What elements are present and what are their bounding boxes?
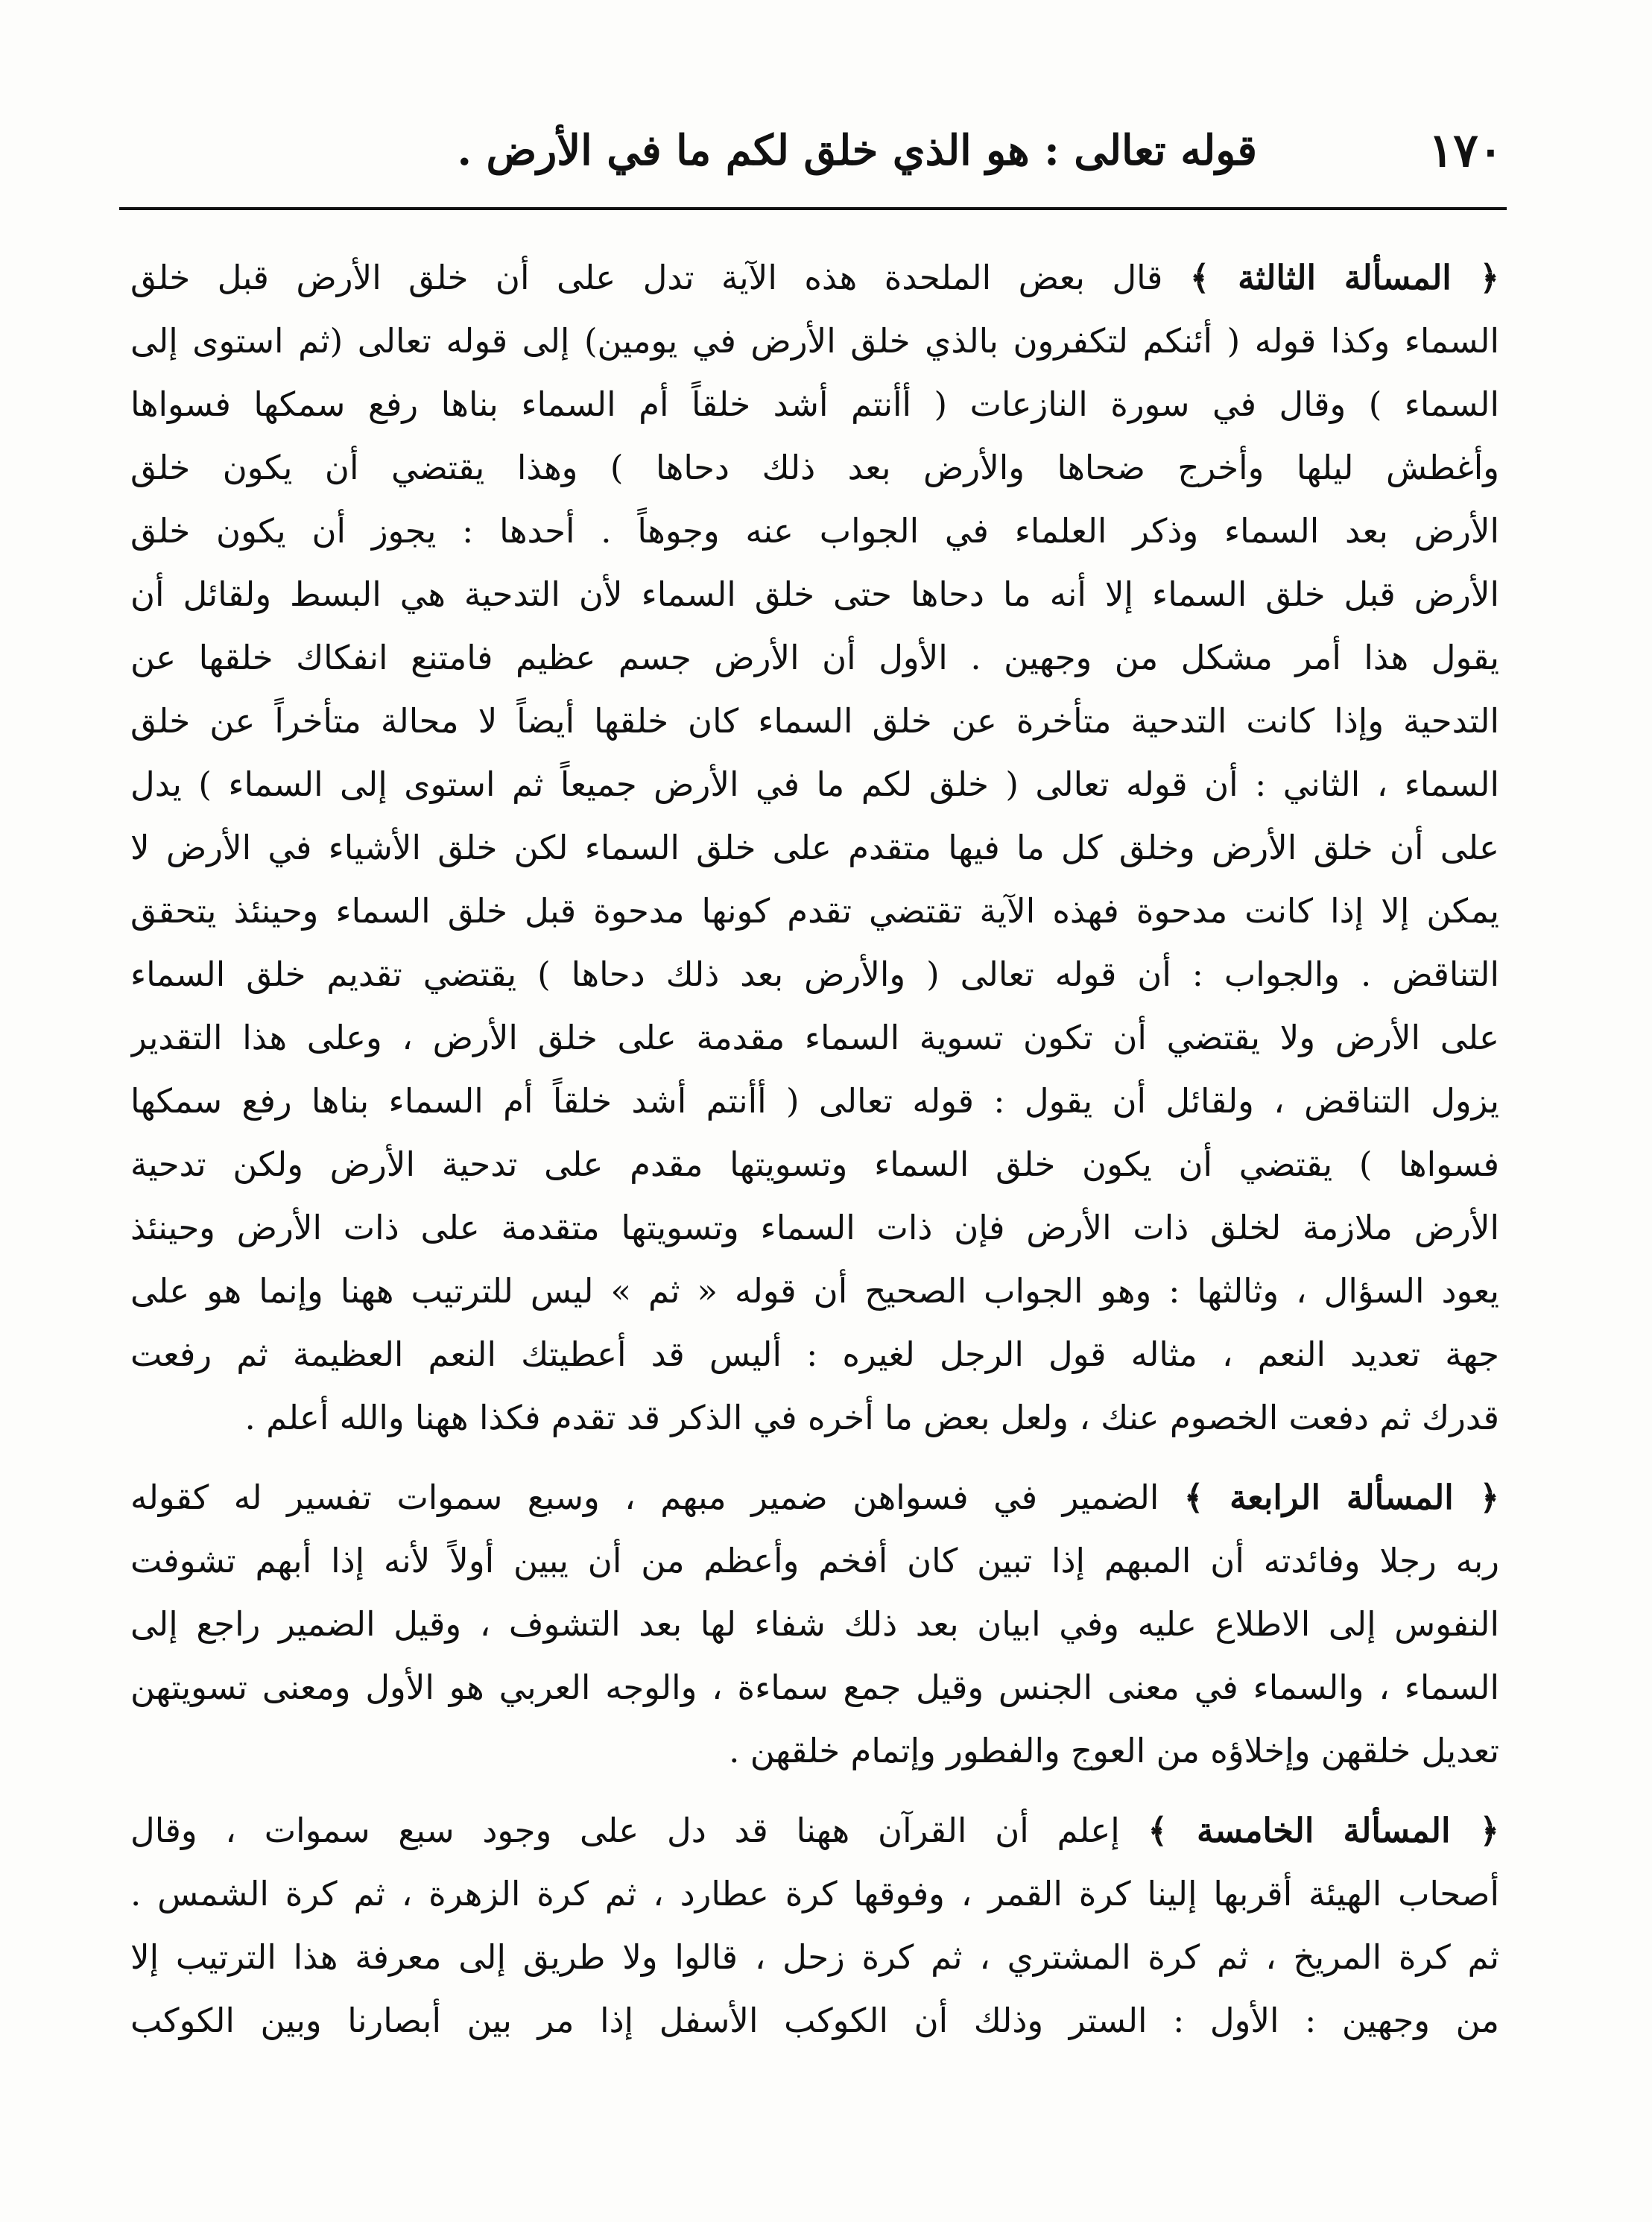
- text-line: السماء ، والسماء في معنى الجنس وقيل جمع سماءة ، والوجه العربي هو الأول ومعنى تسويتهن: [130, 1668, 1499, 1707]
- text-line: التدحية وإذا كانت التدحية متأخرة عن خلق السماء كان خلقها أيضاً لا محالة متأخراً عن خلق: [130, 701, 1499, 741]
- text-line: السماء وكذا قوله ( أئنكم لتكفرون بالذي خلق الأرض في يومين) إلى قوله تعالى (ثم استوى إلى: [130, 321, 1499, 361]
- text-line: على الأرض ولا يقتضي أن تكون تسوية السماء مقدمة على خلق الأرض ، وعلى هذا التقدير: [130, 1018, 1499, 1057]
- text-line: الأرض ملازمة لخلق ذات الأرض فإن ذات السماء وتسويتها متقدمة على ذات الأرض وحينئذ: [130, 1208, 1499, 1247]
- running-title: قوله تعالى : هو الذي خلق لكم ما في الأرض .: [457, 126, 1257, 175]
- text-line: ﴿ المسألة الخامسة ﴾ إعلم أن القرآن ههنا قد دل على وجود سبع سموات ، وقال: [130, 1811, 1499, 1850]
- text-line: وأغطش ليلها وأخرج ضحاها والأرض بعد ذلك دحاها ) وهذا يقتضي أن يكون خلق: [130, 448, 1499, 487]
- text-line: فسواها ) يقتضي أن يكون خلق السماء وتسويتها مقدم على تدحية الأرض ولكن تدحية: [130, 1145, 1499, 1184]
- page-header: [127, 112, 1503, 194]
- text-line: ﴿ المسألة الرابعة ﴾ الضمير في فسواهن ضمير مبهم ، وسبع سموات تفسير له كقوله: [130, 1478, 1499, 1517]
- body-text: [130, 246, 1499, 2069]
- paragraph-masala-5: [130, 1799, 1499, 2052]
- text-line: السماء ، الثاني : أن قوله تعالى ( خلق لكم ما في الأرض جميعاً ثم استوى إلى السماء ) يدل: [130, 765, 1499, 804]
- paragraph-masala-3: [130, 246, 1499, 1449]
- text-line: قدرك ثم دفعت الخصوم عنك ، ولعل بعض ما أخره في الذكر قد تقدم فكذا ههنا والله أعلم .: [244, 1398, 1499, 1437]
- text-line: الأرض قبل خلق السماء إلا أنه ما دحاها حتى خلق السماء لأن التدحية هي البسط ولقائل أن: [130, 575, 1499, 614]
- text-line: يعود السؤال ، وثالثها : وهو الجواب الصحيح أن قوله « ثم » ليس للترتيب ههنا وإنما هو على: [130, 1271, 1499, 1311]
- page-number: ١٧٠: [1428, 123, 1503, 177]
- text-line: النفوس إلى الاطلاع عليه وفي ابيان بعد ذلك شفاء لها بعد التشوف ، وقيل الضمير راجع إلى: [130, 1604, 1499, 1644]
- text-line: ثم كرة المريخ ، ثم كرة المشتري ، ثم كرة زحل ، قالوا ولا طريق إلى معرفة هذا الترتيب إلا: [130, 1937, 1499, 1977]
- text-line: يمكن إلا إذا كانت مدحوة فهذه الآية تقتضي تقدم كونها مدحوة قبل خلق السماء وحينئذ يتحقق: [130, 891, 1499, 931]
- text-line: على أن خلق الأرض وخلق كل ما فيها متقدم على خلق السماء لكن خلق الأشياء في الأرض لا: [130, 828, 1499, 867]
- section-heading: ﴿ المسألة الثالثة ﴾: [1189, 258, 1499, 297]
- text-line: من وجهين : الأول : الستر وذلك أن الكوكب الأسفل إذا مر بين أبصارنا وبين الكوكب: [130, 2001, 1499, 2040]
- section-heading: ﴿ المسألة الخامسة ﴾: [1148, 1811, 1499, 1850]
- text-line: الأرض بعد السماء وذكر العلماء في الجواب عنه وجوهاً . أحدها : يجوز أن يكون خلق: [130, 511, 1499, 551]
- text-line: ﴿ المسألة الثالثة ﴾ قال بعض الملحدة هذه الآية تدل على أن خلق الأرض قبل خلق: [130, 258, 1499, 297]
- text-line: أصحاب الهيئة أقربها إلينا كرة القمر ، وفوقها كرة عطارد ، ثم كرة الزهرة ، ثم كرة الشمس .: [130, 1874, 1499, 1914]
- paragraph-masala-4: [130, 1466, 1499, 1782]
- header-divider: [119, 207, 1507, 210]
- text-line: يقول هذا أمر مشكل من وجهين . الأول أن الأرض جسم عظيم فامتنع انفكاك خلقها عن: [130, 638, 1499, 677]
- text-line: تعديل خلقهن وإخلاؤه من العوج والفطور وإتمام خلقهن .: [729, 1731, 1499, 1770]
- section-heading: ﴿ المسألة الرابعة ﴾: [1183, 1478, 1499, 1517]
- text-line: يزول التناقض ، ولقائل أن يقول : قوله تعالى ( أأنتم أشد خلقاً أم السماء بناها رفع سمكها: [130, 1081, 1499, 1121]
- text-line: ربه رجلا وفائدته أن المبهم إذا تبين كان أفخم وأعظم من أن يبين أولاً لأنه إذا أبهم تشوفت: [130, 1541, 1499, 1580]
- text-line: التناقض . والجواب : أن قوله تعالى ( والأرض بعد ذلك دحاها ) يقتضي تقديم خلق السماء: [130, 955, 1499, 994]
- text-line: السماء ) وقال في سورة النازعات ( أأنتم أشد خلقاً أم السماء بناها رفع سمكها فسواها: [130, 384, 1499, 424]
- text-line: جهة تعديد النعم ، مثاله قول الرجل لغيره : أليس قد أعطيتك النعم العظيمة ثم رفعت: [130, 1335, 1499, 1374]
